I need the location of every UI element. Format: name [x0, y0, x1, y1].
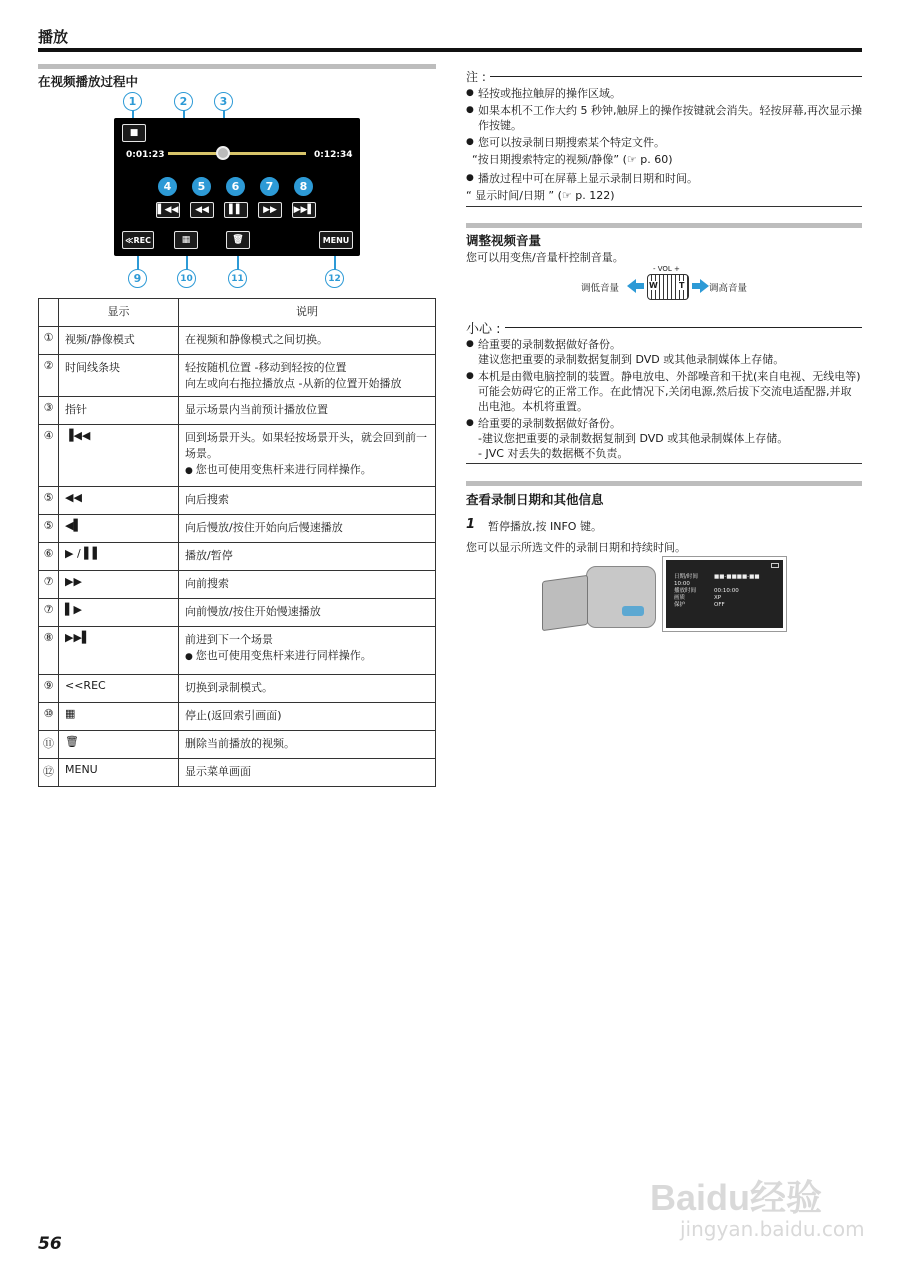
- camcorder-illustration: [538, 556, 788, 636]
- prev-scene-button[interactable]: [156, 202, 180, 218]
- callout-9: 9: [128, 269, 147, 288]
- volume-high-label: 调高音量: [709, 283, 748, 294]
- watermark-logo: Baidu经验: [650, 1177, 823, 1218]
- caution-item: [466, 416, 862, 461]
- row-bullet: ● 您也可使用变焦杆来进行同样操作。: [185, 461, 429, 477]
- note-item: ● 您可以按录制日期搜索某个特定文件。: [466, 135, 862, 150]
- callout-6: 6: [226, 177, 245, 196]
- skip-back-icon: ▌◀◀: [157, 205, 179, 215]
- info-row: [674, 574, 775, 588]
- info-key: 保护: [674, 602, 686, 608]
- table-row: [39, 543, 436, 571]
- camcorder-body: [586, 566, 656, 628]
- next-scene-button[interactable]: [292, 202, 316, 218]
- caution-item: ● 本机是由微电脑控制的装置。静电放电、外部噪音和干扰(来自电视、无线电等)可能会妨碍它的正常工作。在此情况下,关闭电源,然后拔下交流电适配器,并取出电池。本机将重置。: [466, 369, 862, 414]
- row-num: ⑫: [39, 759, 59, 787]
- row-desc: 向后慢放/按住开始向后慢速播放: [179, 515, 436, 543]
- info-val: OFF: [714, 602, 725, 608]
- table-row: [39, 731, 436, 759]
- table-row: [39, 425, 436, 487]
- row-num: ⑤: [39, 487, 59, 515]
- row-num: ⑧: [39, 627, 59, 675]
- caution-item: [466, 337, 862, 367]
- caution-end-rule: [466, 463, 862, 464]
- fast-forward-icon: ▶▶: [263, 205, 277, 215]
- callout-10: 10: [177, 269, 196, 288]
- arrow-right-stem: [692, 283, 700, 289]
- row-num: ③: [39, 397, 59, 425]
- vol-label: - VOL +: [653, 265, 680, 273]
- caution-text: 给重要的录制数据做好备份。: [478, 417, 621, 430]
- row-display: 指针: [59, 397, 179, 425]
- row-num: ⑥: [39, 543, 59, 571]
- callout-12: 12: [325, 269, 344, 288]
- index-button[interactable]: [174, 231, 198, 249]
- row-display: ◀▌: [59, 515, 179, 543]
- current-time: 0:01:23: [126, 150, 165, 160]
- row-desc-line: 向左或向右拖拉播放点 -从新的位置开始播放: [185, 377, 402, 390]
- row-num: ⑤: [39, 515, 59, 543]
- row-num: ②: [39, 355, 59, 397]
- video-mode-button[interactable]: [122, 124, 146, 142]
- table-row: [39, 675, 436, 703]
- info-key: 播放时间: [674, 588, 697, 594]
- row-desc: 显示场景内当前预计播放位置: [179, 397, 436, 425]
- note-end-rule: [466, 206, 862, 207]
- caution-text: - JVC 对丢失的数据概不负责。: [478, 447, 629, 460]
- info-row: [674, 595, 775, 602]
- caution-text: 建议您把重要的录制数据复制到 DVD 或其他录制媒体上存储。: [478, 353, 785, 366]
- row-desc: 删除当前播放的视频。: [179, 731, 436, 759]
- row-desc: 向前慢放/按住开始慢速播放: [179, 599, 436, 627]
- step-number: 1: [466, 517, 476, 532]
- table-row: [39, 599, 436, 627]
- page-number: 56: [38, 1234, 62, 1254]
- table-row: [39, 703, 436, 731]
- note-rule: [490, 76, 862, 77]
- row-num: ⑪: [39, 731, 59, 759]
- arrow-left-stem: [636, 283, 644, 289]
- menu-button[interactable]: MENU: [319, 231, 353, 249]
- section-title-info: 查看录制日期和其他信息: [466, 492, 604, 507]
- playback-pointer[interactable]: [216, 146, 230, 160]
- row-desc: 显示菜单画面: [179, 759, 436, 787]
- note-list: [466, 86, 862, 152]
- note-heading: [466, 68, 862, 85]
- page-header-title: 播放: [38, 28, 69, 46]
- callout-11: 11: [228, 269, 247, 288]
- table-header-num: [39, 299, 59, 327]
- table-row: [39, 759, 436, 787]
- callout-4: 4: [158, 177, 177, 196]
- lever-t: T: [679, 281, 685, 290]
- row-desc: [179, 425, 436, 487]
- table-row: [39, 515, 436, 543]
- callout-2: 2: [174, 92, 193, 111]
- info-key-highlight: [622, 606, 644, 616]
- callout-7: 7: [260, 177, 279, 196]
- header-rule: [38, 48, 862, 52]
- note-list-2: [466, 171, 862, 188]
- info-row: [674, 602, 775, 609]
- row-num: ⑨: [39, 675, 59, 703]
- callout-8: 8: [294, 177, 313, 196]
- row-display: 视频/静像模式: [59, 327, 179, 355]
- info-key: 日期/时间: [674, 574, 698, 580]
- row-desc: 播放/暂停: [179, 543, 436, 571]
- caution-text: -建议您把重要的录制数据复制到 DVD 或其他录制媒体上存储。: [478, 432, 789, 445]
- total-time: 0:12:34: [314, 150, 353, 160]
- row-desc: 切换到录制模式。: [179, 675, 436, 703]
- caution-text: 给重要的录制数据做好备份。: [478, 338, 621, 351]
- row-display: <<REC: [59, 675, 179, 703]
- row-num: ④: [39, 425, 59, 487]
- row-display: 时间线条块: [59, 355, 179, 397]
- info-desc: 您可以显示所选文件的录制日期和持续时间。: [466, 541, 686, 554]
- delete-button[interactable]: [226, 231, 250, 249]
- rec-button[interactable]: ≪REC: [122, 231, 154, 249]
- rewind-button[interactable]: [190, 202, 214, 218]
- note-ref-link-datetime[interactable]: “ 显示时间/日期 ” (☞ p. 122): [466, 189, 615, 202]
- row-num: ⑦: [39, 599, 59, 627]
- row-display: 🗑: [59, 731, 179, 759]
- callout-5: 5: [192, 177, 211, 196]
- fast-forward-button[interactable]: [258, 202, 282, 218]
- watermark-url: jingyan.baidu.com: [680, 1217, 865, 1241]
- section-bar: [466, 481, 862, 486]
- lever-w: W: [649, 281, 658, 290]
- info-row: [674, 588, 775, 595]
- caution-heading: [466, 318, 862, 337]
- close-icon: [771, 563, 779, 568]
- note-label: 注 :: [466, 70, 486, 84]
- info-val: XP: [714, 595, 722, 601]
- callout-1: 1: [123, 92, 142, 111]
- section-title-playback: 在视频播放过程中: [38, 74, 139, 89]
- rewind-icon: ◀◀: [195, 205, 209, 215]
- info-val: 00:10:00: [714, 588, 739, 594]
- volume-diagram: [581, 265, 756, 305]
- arrow-left-icon: [627, 279, 636, 293]
- info-screen-frame: [662, 556, 787, 632]
- index-grid-icon: ▦: [181, 235, 191, 245]
- step-text: 暂停播放,按 INFO 键。: [488, 520, 602, 533]
- note-item: ● 如果本机不工作大约 5 秒钟,触屏上的操作按键就会消失。轻按屏幕,再次显示操作按键。: [466, 103, 862, 133]
- trash-icon: 🗑: [232, 235, 244, 245]
- row-display: ▐◀◀: [59, 425, 179, 487]
- camcorder-lcd: [542, 575, 588, 631]
- table-row: [39, 355, 436, 397]
- camera-icon: ■: [129, 128, 139, 138]
- info-key: 画质: [674, 595, 686, 601]
- controls-table: [38, 298, 436, 787]
- row-display: ▶▶: [59, 571, 179, 599]
- table-row: [39, 571, 436, 599]
- row-display: ▌▶: [59, 599, 179, 627]
- timeline-bar[interactable]: [168, 152, 306, 155]
- info-val: ■■-■■■■-■■ 10:00: [674, 574, 760, 587]
- note-item: ● 轻按或拖拉触屏的操作区域。: [466, 86, 862, 101]
- row-display: ▶▶▌: [59, 627, 179, 675]
- note-item: ● 播放过程中可在屏幕上显示录制日期和时间。: [466, 171, 862, 186]
- row-bullet: ● 您也可使用变焦杆来进行同样操作。: [185, 647, 429, 663]
- info-screen: [666, 560, 783, 628]
- arrow-right-icon: [700, 279, 709, 293]
- row-num: ⑦: [39, 571, 59, 599]
- row-desc-line: 前进到下一个场景: [185, 633, 273, 646]
- table-header-desc: 说明: [179, 299, 436, 327]
- caution-list: [466, 337, 862, 463]
- row-num: ⑩: [39, 703, 59, 731]
- row-num: ①: [39, 327, 59, 355]
- section-bar: [466, 223, 862, 228]
- pause-icon: ▌▌: [229, 205, 243, 215]
- skip-forward-icon: ▶▶▌: [293, 205, 315, 215]
- callout-3: 3: [214, 92, 233, 111]
- row-desc: 向前搜索: [179, 571, 436, 599]
- row-display: ▶ / ▌▌: [59, 543, 179, 571]
- table-row: [39, 397, 436, 425]
- volume-low-label: 调低音量: [581, 283, 620, 294]
- table-header-display: 显示: [59, 299, 179, 327]
- volume-desc: 您可以用变焦/音量杆控制音量。: [466, 251, 624, 264]
- row-desc: 停止(返回索引画面): [179, 703, 436, 731]
- note-ref-link-date-search[interactable]: “按日期搜索特定的视频/静像” (☞ p. 60): [472, 153, 673, 166]
- table-row: [39, 487, 436, 515]
- row-desc: [179, 627, 436, 675]
- caution-label: 小心 :: [466, 322, 501, 337]
- table-row: [39, 627, 436, 675]
- row-desc-line: 轻按随机位置 -移动到轻按的位置: [185, 361, 347, 374]
- row-display: ▦: [59, 703, 179, 731]
- row-display: MENU: [59, 759, 179, 787]
- row-desc: 在视频和静像模式之间切换。: [179, 327, 436, 355]
- section-bar: [38, 64, 436, 69]
- pause-button[interactable]: [224, 202, 248, 218]
- section-title-volume: 调整视频音量: [466, 233, 542, 248]
- caution-rule: [505, 327, 862, 328]
- row-desc: [179, 355, 436, 397]
- table-row: [39, 327, 436, 355]
- row-desc: 向后搜索: [179, 487, 436, 515]
- row-display: ◀◀: [59, 487, 179, 515]
- row-desc-line: 回到场景开头。如果轻按场景开头，就会回到前一场景。: [185, 431, 427, 460]
